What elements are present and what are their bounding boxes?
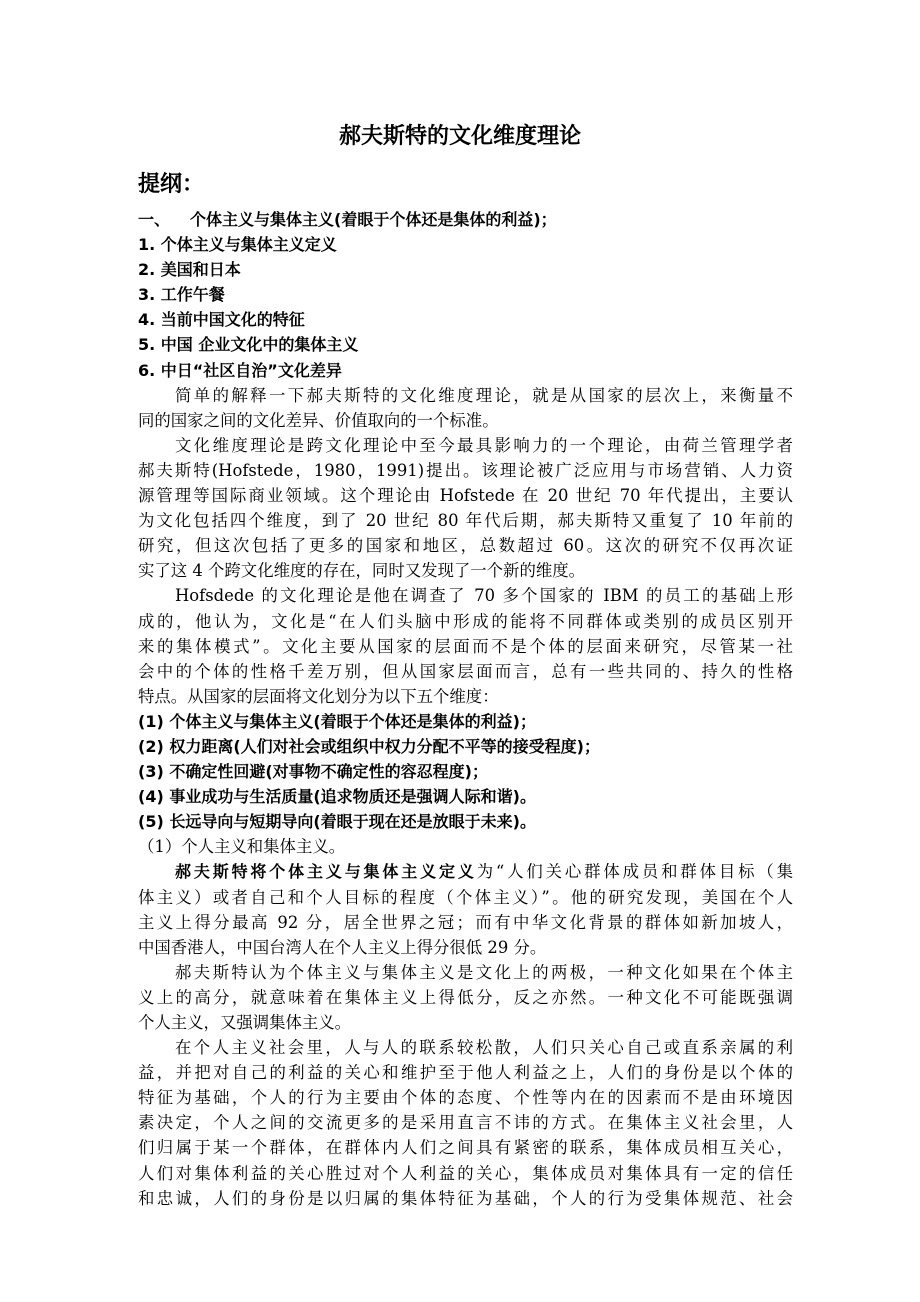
dimension-item: (4) 事业成功与生活质量(追求物质还是强调人际和谐)。	[138, 787, 536, 807]
paragraph-line: 特征为基础，个人的行为主要由个体的态度、个性等内在的因素而不是由环境因	[138, 1088, 793, 1108]
paragraph-line: 在个人主义社会里，人与人的联系较松散，人们只关心自己或直系亲属的利	[175, 1038, 793, 1058]
outline-heading: 提纲：	[138, 172, 205, 197]
paragraph-line: 中国香港人，中国台湾人在个人主义上得分很低 29 分。	[138, 937, 547, 957]
paragraph-line: 素决定，个人之间的交流更多的是采用直言不讳的方式。在集体主义社会里，人	[138, 1113, 793, 1133]
paragraph-line: 同的国家之间的文化差异、价值取向的一个标准。	[138, 410, 499, 430]
dimension-item: (3) 不确定性回避(对事物不确定性的容忍程度)；	[138, 762, 488, 782]
paragraph-line: 郝夫斯特认为个体主义与集体主义是文化上的两极，一种文化如果在个体主	[175, 962, 793, 982]
paragraph-line	[138, 859, 793, 884]
outline-section-number: 一、	[138, 210, 171, 229]
paragraph-line: 成的，他认为，文化是“在人们头脑中形成的能将不同群体或类别的成员区别开	[138, 611, 793, 631]
dimension-item: (2) 权力距离(人们对社会或组织中权力分配不平等的接受程度)；	[138, 736, 600, 756]
dimension-item: (1) 个体主义与集体主义(着眼于个体还是集体的利益)；	[138, 711, 536, 731]
paragraph-line: 体主义）或者自己和个人目标的程度（个体主义）”。他的研究发现，美国在个人	[138, 887, 793, 907]
paragraph-line: 文化维度理论是跨文化理论中至今最具影响力的一个理论，由荷兰管理学者	[175, 435, 793, 455]
paragraph-line: 实了这 4 个跨文化维度的存在，同时又发现了一个新的维度。	[138, 561, 586, 581]
paragraph-line: 会中的个体的性格千差万别，但从国家层面而言，总有一些共同的、持久的性格	[138, 661, 793, 681]
document-body	[138, 207, 793, 1211]
outline-item: 3. 工作午餐	[138, 285, 225, 305]
paragraph-line: 研究，但这次包括了更多的国家和地区，总数超过 60。这次的研究不仅再次证	[138, 536, 793, 556]
lead-rest: 为“人们关心群体成员和群体目标（集	[476, 862, 793, 882]
outline-item: 2. 美国和日本	[138, 260, 241, 280]
paragraph-line: 特点。从国家的层面将文化划分为以下五个维度：	[138, 686, 499, 706]
paragraph-line: Hofsdede 的文化理论是他在调查了 70 多个国家的 IBM 的员工的基础上形	[175, 586, 793, 606]
document-title: 郝夫斯特的文化维度理论	[338, 124, 581, 149]
dimension-item: (5) 长远导向与短期导向(着眼于现在还是放眼于未来)。	[138, 812, 536, 832]
paragraph-line: 来的集体模式”。文化主要从国家的层面而不是个体的层面来研究，尽管某一社	[138, 636, 793, 656]
paragraph-line: 为文化包括四个维度，到了 20 世纪 80 年代后期，郝夫斯特又重复了 10 年前的	[138, 511, 793, 531]
paragraph-line: 和忠诚，人们的身份是以归属的集体特征为基础，个人的行为受集体规范、社会	[138, 1188, 793, 1208]
outline-item: 4. 当前中国文化的特征	[138, 310, 305, 330]
paragraph-line: 简单的解释一下郝夫斯特的文化维度理论，就是从国家的层次上，来衡量不	[175, 385, 793, 405]
outline-item: 6. 中日“社区自治”文化差异	[138, 360, 342, 380]
outline-section-one	[138, 207, 793, 232]
paragraph-line: 义上的高分，就意味着在集体主义上得低分，反之亦然。一种文化不可能既强调	[138, 987, 793, 1007]
paragraph-line: 主义上得分最高 92 分，居全世界之冠；而有中华文化背景的群体如新加坡人，	[138, 912, 793, 932]
paragraph-line: 们归属于某一个群体，在群体内人们之间具有紧密的联系，集体成员相互关心，	[138, 1138, 793, 1158]
paragraph-line: 个人主义，又强调集体主义。	[138, 1013, 352, 1032]
outline-item: 5. 中国 企业文化中的集体主义	[138, 335, 359, 355]
section-subheading: （1）个人主义和集体主义。	[138, 837, 346, 857]
outline-section-text: 个体主义与集体主义(着眼于个体还是集体的利益)；	[190, 210, 557, 229]
bold-lead: 郝夫斯特将个体主义与集体主义定义	[175, 862, 477, 882]
paragraph-line: 人们对集体利益的关心胜过对个人利益的关心，集体成员对集体具有一定的信任	[138, 1163, 793, 1183]
outline-item: 1. 个体主义与集体主义定义	[138, 235, 337, 255]
paragraph-line: 郝夫斯特(Hofstede，1980，1991)提出。该理论被广泛应用与市场营销、人力资	[138, 460, 793, 480]
paragraph-line: 益，并把对自己的利益的关心和维护至于他人利益之上，人们的身份是以个体的	[138, 1063, 793, 1083]
paragraph-line: 源管理等国际商业领域。这个理论由 Hofstede 在 20 世纪 70 年代提出，主要认	[138, 486, 793, 506]
